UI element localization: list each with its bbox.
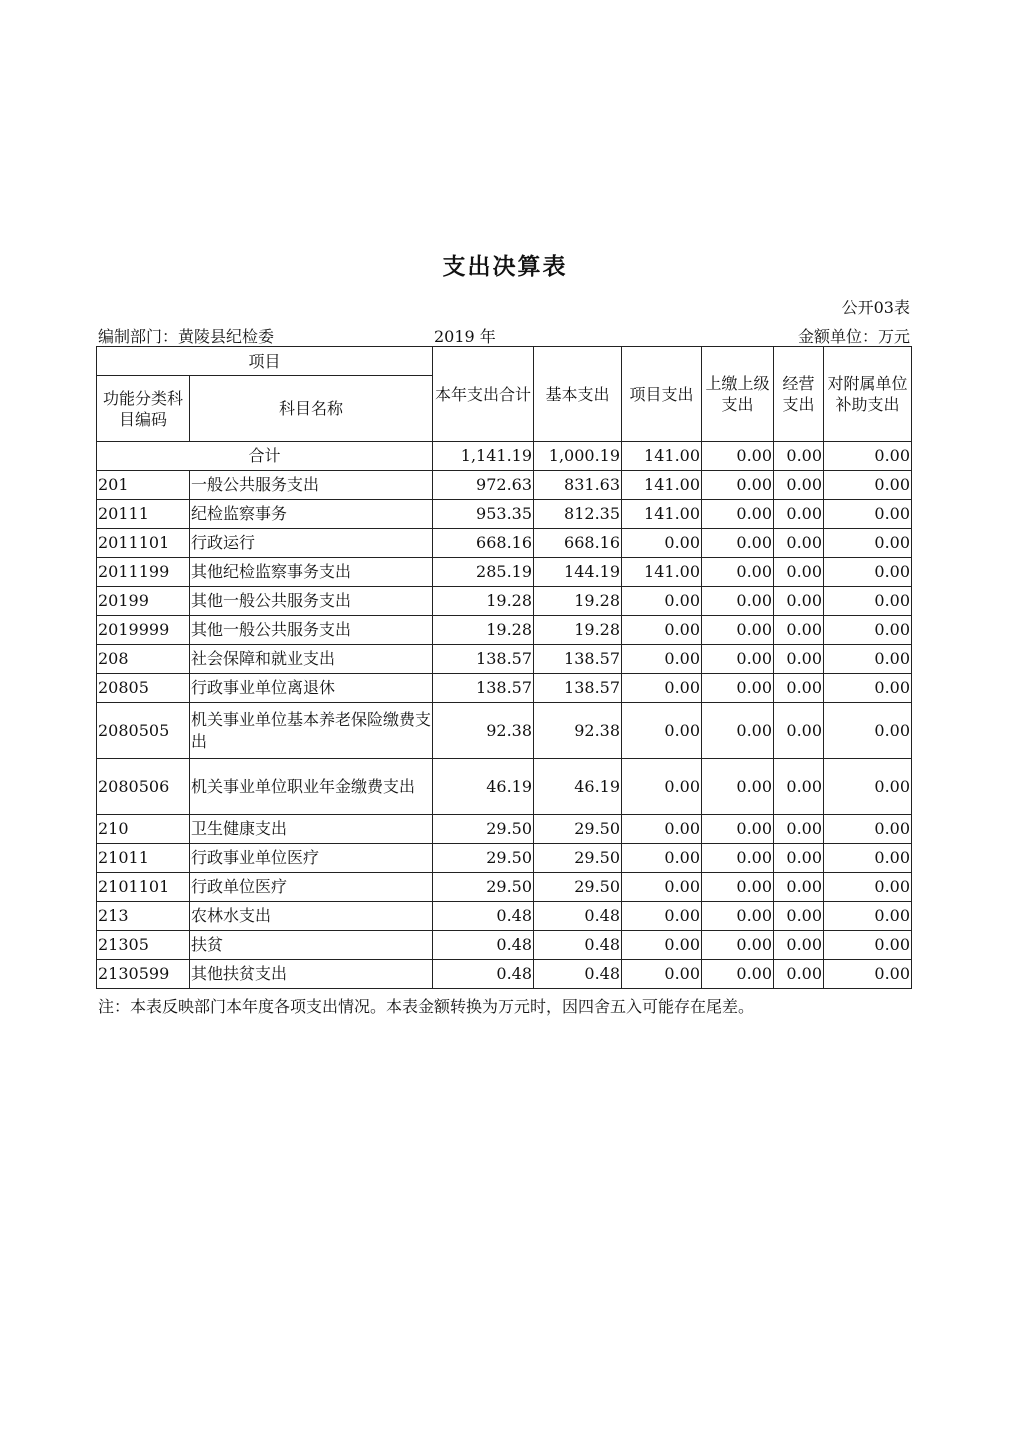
row-total: 0.48 (433, 960, 534, 989)
row-name: 机关事业单位职业年金缴费支出 (190, 759, 433, 815)
header-total: 本年支出合计 (433, 347, 534, 442)
row-basic: 29.50 (534, 844, 622, 873)
row-total: 92.38 (433, 703, 534, 759)
row-total: 138.57 (433, 674, 534, 703)
row-code: 21011 (97, 844, 190, 873)
row-total: 19.28 (433, 616, 534, 645)
row-code: 2101101 (97, 873, 190, 902)
header-code: 功能分类科目编码 (97, 376, 190, 442)
row-total: 29.50 (433, 815, 534, 844)
row-project: 0.00 (622, 873, 702, 902)
row-remit: 0.00 (702, 844, 774, 873)
row-remit: 0.00 (702, 873, 774, 902)
table-row (97, 902, 912, 931)
row-remit: 0.00 (702, 931, 774, 960)
table-row (97, 616, 912, 645)
row-remit: 0.00 (702, 759, 774, 815)
header-name: 科目名称 (190, 376, 433, 442)
table-row (97, 529, 912, 558)
row-name: 机关事业单位基本养老保险缴费支出 (190, 703, 433, 759)
row-remit: 0.00 (702, 815, 774, 844)
row-name: 一般公共服务支出 (190, 471, 433, 500)
row-name: 行政单位医疗 (190, 873, 433, 902)
row-total: 46.19 (433, 759, 534, 815)
row-project: 0.00 (622, 759, 702, 815)
row-business: 0.00 (774, 587, 824, 616)
row-subsidy: 0.00 (824, 558, 912, 587)
table-row (97, 703, 912, 759)
row-code: 201 (97, 471, 190, 500)
row-project: 0.00 (622, 587, 702, 616)
row-subsidy: 0.00 (824, 587, 912, 616)
row-business: 0.00 (774, 529, 824, 558)
table-row (97, 674, 912, 703)
total-basic: 1,000.19 (534, 442, 622, 471)
row-total: 668.16 (433, 529, 534, 558)
total-remit: 0.00 (702, 442, 774, 471)
total-subsidy: 0.00 (824, 442, 912, 471)
row-subsidy: 0.00 (824, 931, 912, 960)
department-label: 编制部门：黄陵县纪检委 (98, 327, 275, 346)
row-business: 0.00 (774, 844, 824, 873)
row-project: 0.00 (622, 645, 702, 674)
row-code: 213 (97, 902, 190, 931)
total-label: 合计 (97, 442, 433, 471)
row-remit: 0.00 (702, 960, 774, 989)
row-code: 2011199 (97, 558, 190, 587)
row-code: 21305 (97, 931, 190, 960)
total-total: 1,141.19 (433, 442, 534, 471)
row-business: 0.00 (774, 960, 824, 989)
row-project: 0.00 (622, 902, 702, 931)
row-subsidy: 0.00 (824, 703, 912, 759)
row-name: 其他一般公共服务支出 (190, 587, 433, 616)
total-row (97, 442, 912, 471)
row-business: 0.00 (774, 616, 824, 645)
table-row (97, 645, 912, 674)
row-subsidy: 0.00 (824, 529, 912, 558)
unit-label: 金额单位：万元 (797, 327, 910, 346)
row-code: 20111 (97, 500, 190, 529)
row-remit: 0.00 (702, 674, 774, 703)
row-name: 其他纪检监察事务支出 (190, 558, 433, 587)
row-project: 0.00 (622, 815, 702, 844)
row-name: 行政事业单位离退休 (190, 674, 433, 703)
row-total: 0.48 (433, 931, 534, 960)
row-subsidy: 0.00 (824, 873, 912, 902)
row-business: 0.00 (774, 815, 824, 844)
row-basic: 0.48 (534, 931, 622, 960)
row-project: 0.00 (622, 674, 702, 703)
row-subsidy: 0.00 (824, 471, 912, 500)
row-remit: 0.00 (702, 558, 774, 587)
table-row (97, 558, 912, 587)
row-basic: 668.16 (534, 529, 622, 558)
row-basic: 92.38 (534, 703, 622, 759)
row-code: 2130599 (97, 960, 190, 989)
row-code: 2011101 (97, 529, 190, 558)
row-basic: 0.48 (534, 902, 622, 931)
row-remit: 0.00 (702, 500, 774, 529)
row-business: 0.00 (774, 500, 824, 529)
row-name: 农林水支出 (190, 902, 433, 931)
row-total: 138.57 (433, 645, 534, 674)
row-code: 2080505 (97, 703, 190, 759)
header-subsidy: 对附属单位补助支出 (824, 347, 912, 442)
row-subsidy: 0.00 (824, 759, 912, 815)
row-business: 0.00 (774, 703, 824, 759)
row-business: 0.00 (774, 931, 824, 960)
row-code: 210 (97, 815, 190, 844)
row-name: 扶贫 (190, 931, 433, 960)
row-project: 141.00 (622, 471, 702, 500)
row-subsidy: 0.00 (824, 902, 912, 931)
row-total: 19.28 (433, 587, 534, 616)
row-remit: 0.00 (702, 471, 774, 500)
row-remit: 0.00 (702, 902, 774, 931)
row-total: 29.50 (433, 873, 534, 902)
row-total: 29.50 (433, 844, 534, 873)
row-business: 0.00 (774, 645, 824, 674)
row-basic: 0.48 (534, 960, 622, 989)
row-subsidy: 0.00 (824, 500, 912, 529)
header-remit: 上缴上级支出 (702, 347, 774, 442)
row-total: 953.35 (433, 500, 534, 529)
table-row (97, 844, 912, 873)
row-code: 20199 (97, 587, 190, 616)
row-remit: 0.00 (702, 587, 774, 616)
row-business: 0.00 (774, 873, 824, 902)
row-basic: 29.50 (534, 815, 622, 844)
row-name: 社会保障和就业支出 (190, 645, 433, 674)
header-project: 项目支出 (622, 347, 702, 442)
header-basic: 基本支出 (534, 347, 622, 442)
row-project: 0.00 (622, 931, 702, 960)
row-business: 0.00 (774, 471, 824, 500)
row-code: 2080506 (97, 759, 190, 815)
table-row (97, 873, 912, 902)
row-basic: 46.19 (534, 759, 622, 815)
table-row (97, 500, 912, 529)
row-basic: 138.57 (534, 674, 622, 703)
row-business: 0.00 (774, 759, 824, 815)
row-code: 208 (97, 645, 190, 674)
row-name: 行政事业单位医疗 (190, 844, 433, 873)
year-label: 2019 年 (434, 327, 496, 346)
footnote: 注：本表反映部门本年度各项支出情况。本表金额转换为万元时，因四舍五入可能存在尾差。 (98, 997, 755, 1016)
row-total: 0.48 (433, 902, 534, 931)
table-row (97, 759, 912, 815)
row-basic: 831.63 (534, 471, 622, 500)
row-project: 0.00 (622, 529, 702, 558)
table-row (97, 960, 912, 989)
expenditure-table (96, 346, 912, 989)
row-project: 0.00 (622, 960, 702, 989)
total-project: 141.00 (622, 442, 702, 471)
row-remit: 0.00 (702, 529, 774, 558)
table-row (97, 931, 912, 960)
row-basic: 19.28 (534, 616, 622, 645)
row-code: 2019999 (97, 616, 190, 645)
row-subsidy: 0.00 (824, 815, 912, 844)
header-item: 项目 (97, 347, 433, 376)
row-subsidy: 0.00 (824, 960, 912, 989)
row-remit: 0.00 (702, 645, 774, 674)
row-name: 行政运行 (190, 529, 433, 558)
row-subsidy: 0.00 (824, 674, 912, 703)
header-business: 经营支出 (774, 347, 824, 442)
row-subsidy: 0.00 (824, 616, 912, 645)
table-row (97, 815, 912, 844)
row-basic: 144.19 (534, 558, 622, 587)
row-name: 卫生健康支出 (190, 815, 433, 844)
table-row (97, 471, 912, 500)
form-code: 公开03表 (841, 298, 910, 317)
row-total: 285.19 (433, 558, 534, 587)
row-subsidy: 0.00 (824, 844, 912, 873)
row-remit: 0.00 (702, 703, 774, 759)
page-title: 支出决算表 (442, 253, 568, 280)
row-subsidy: 0.00 (824, 645, 912, 674)
row-basic: 812.35 (534, 500, 622, 529)
row-name: 其他扶贫支出 (190, 960, 433, 989)
row-code: 20805 (97, 674, 190, 703)
row-business: 0.00 (774, 558, 824, 587)
row-basic: 138.57 (534, 645, 622, 674)
row-name: 纪检监察事务 (190, 500, 433, 529)
row-basic: 29.50 (534, 873, 622, 902)
row-total: 972.63 (433, 471, 534, 500)
row-project: 0.00 (622, 616, 702, 645)
total-business: 0.00 (774, 442, 824, 471)
table-row (97, 587, 912, 616)
row-name: 其他一般公共服务支出 (190, 616, 433, 645)
row-project: 0.00 (622, 844, 702, 873)
row-project: 141.00 (622, 500, 702, 529)
row-project: 141.00 (622, 558, 702, 587)
row-project: 0.00 (622, 703, 702, 759)
row-business: 0.00 (774, 674, 824, 703)
row-remit: 0.00 (702, 616, 774, 645)
row-business: 0.00 (774, 902, 824, 931)
row-basic: 19.28 (534, 587, 622, 616)
